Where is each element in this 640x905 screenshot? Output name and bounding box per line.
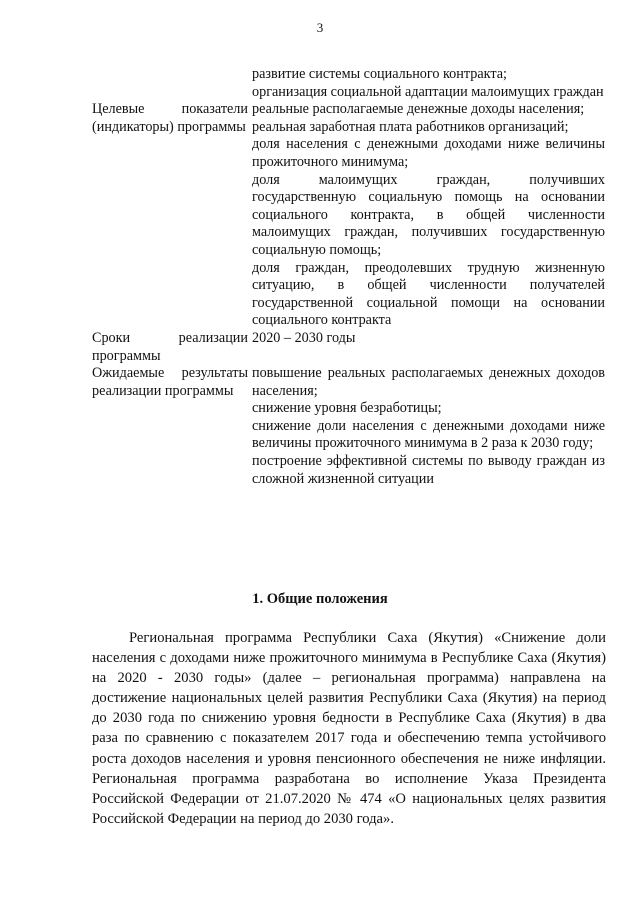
passport-label-cell — [92, 66, 252, 101]
passport-value-cell — [252, 66, 605, 101]
passport-value-line: доля населения с денежными доходами ниже величины прожиточного минимума; — [252, 136, 605, 170]
passport-value-cell — [252, 330, 605, 365]
passport-value-line: повышение реальных располагаемых денежных доходов населения; — [252, 365, 605, 399]
body-paragraph: Региональная программа Республики Саха (Якутия) «Снижение доли населения с доходами ниже прожиточного минимума в Республике Саха (Якутия) на 2020 - 2030 годы» (далее – региональная программа) направлена на достижение национальных целей развития Республики Саха (Якутия) на период до 2030 года по снижению уровня бедности в Республике Саха (Якутия) в два раза по сравнению с показателем 2017 года и обеспечению темпа устойчивого роста доходов населения и уровня пенсионного обеспечения не ниже инфляции. Региональная программа разработана во исполнение Указа Президента Российской Федерации от 21.07.2020 № 474 «О национальных целях развития Российской Федерации на период до 2030 года». — [92, 630, 606, 827]
passport-value-cell — [252, 101, 605, 330]
passport-label-cell — [92, 101, 252, 330]
passport-value-line: организация социальной адаптации малоимущих граждан — [252, 83, 604, 100]
passport-value-line: 2020 – 2030 годы — [252, 329, 356, 346]
passport-row-label: Сроки реализации программы — [92, 329, 248, 364]
passport-row-tasks-continued — [92, 66, 605, 101]
passport-value-line: доля малоимущих граждан, получивших государственную социальную помощь на основании социального контракта, в общей численности малоимущих граждан, получивших государственную социальную помощь; — [252, 171, 605, 258]
passport-row-target-indicators — [92, 101, 605, 330]
passport-value-line: доля граждан, преодолевших трудную жизненную ситуацию, в общей численности получателей государственной социальной помощи на основании социального контракта — [252, 259, 605, 329]
passport-row-implementation-period — [92, 330, 605, 365]
page-number: 3 — [316, 20, 324, 35]
passport-value-cell — [252, 365, 605, 488]
passport-value-line: снижение уровня безработицы; — [252, 400, 442, 417]
passport-label-cell — [92, 365, 252, 488]
passport-row-expected-results — [92, 365, 605, 488]
passport-value-line: построение эффективной системы по выводу граждан из сложной жизненной ситуации — [252, 453, 605, 487]
section-heading: 1. Общие положения — [252, 591, 388, 607]
passport-value-line: реальная заработная плата работников организаций; — [252, 118, 569, 135]
passport-row-label: Ожидаемые результаты реализации программы — [92, 365, 248, 399]
passport-label-cell — [92, 330, 252, 365]
passport-value-line: снижение доли населения с денежными доходами ниже величины прожиточного минимума в 2 раза к 2030 году; — [252, 417, 605, 452]
program-passport-table — [92, 66, 605, 488]
passport-value-line: развитие системы социального контракта; — [252, 66, 507, 82]
passport-value-line: реальные располагаемые денежные доходы населения; — [252, 101, 585, 118]
passport-row-label: Целевые показатели (индикаторы) программы — [92, 101, 248, 135]
